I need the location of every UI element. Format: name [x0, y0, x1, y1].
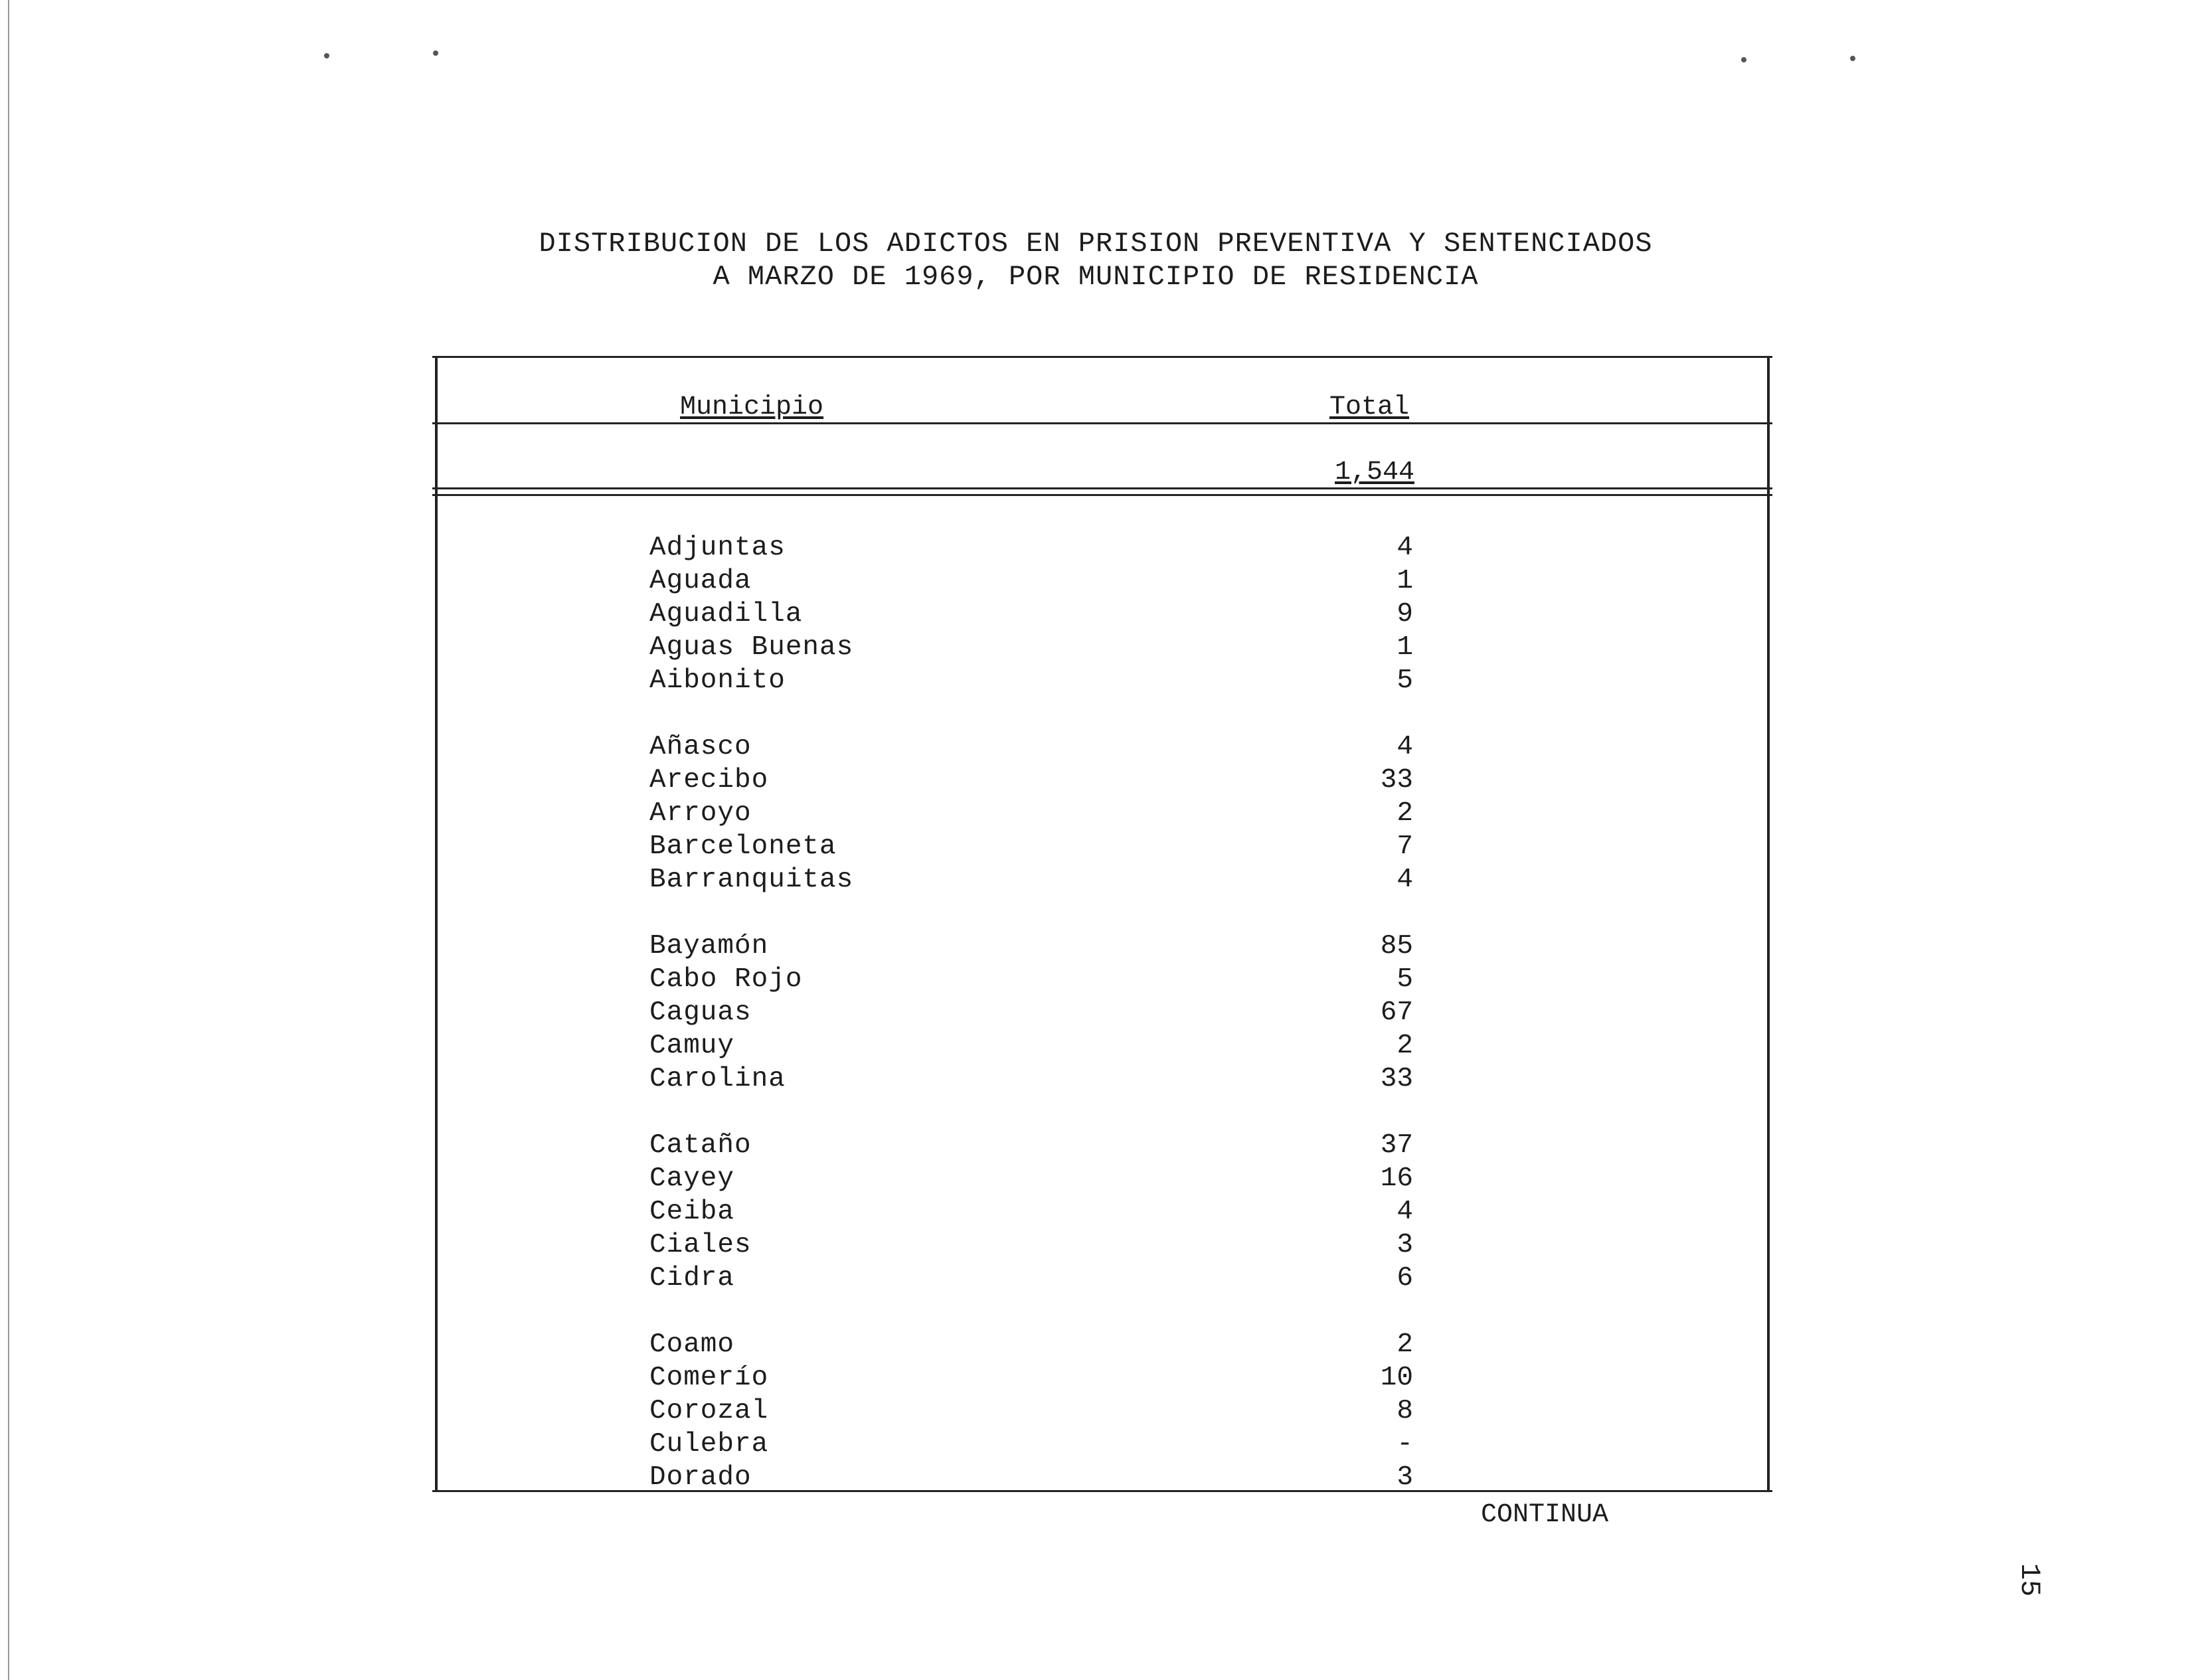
total-cell: 33 — [1380, 1064, 1413, 1094]
municipio-cell: Añasco — [649, 732, 752, 762]
total-cell: 5 — [1397, 665, 1413, 696]
total-cell: 9 — [1397, 599, 1413, 630]
table-row — [649, 1062, 1413, 1096]
municipio-cell: Aguadilla — [649, 599, 803, 630]
municipio-cell: Aguada — [649, 566, 752, 596]
punch-mark — [1850, 56, 1855, 61]
total-cell: 16 — [1380, 1163, 1413, 1194]
table-top-rule — [432, 356, 1772, 358]
municipio-cell: Aguas Buenas — [649, 632, 854, 663]
table-row — [649, 531, 1413, 564]
table-row — [649, 1129, 1413, 1162]
table-row — [649, 764, 1413, 797]
table-row — [649, 996, 1413, 1029]
municipio-cell: Arroyo — [649, 798, 752, 829]
total-cell: 67 — [1380, 997, 1413, 1028]
table-row — [649, 930, 1413, 963]
municipio-cell: Bayamón — [649, 931, 769, 962]
punch-mark — [324, 53, 329, 58]
municipio-cell: Dorado — [649, 1462, 752, 1493]
document-title — [0, 227, 2191, 294]
table-row — [649, 1461, 1413, 1494]
municipio-cell: Cayey — [649, 1163, 735, 1194]
total-cell: 2 — [1397, 1329, 1413, 1360]
total-cell: 5 — [1397, 964, 1413, 995]
continue-label: CONTINUA — [1481, 1500, 1609, 1530]
total-cell: 4 — [1397, 732, 1413, 762]
municipio-cell: Coamo — [649, 1329, 735, 1360]
table-body — [649, 531, 1413, 1494]
total-cell: 2 — [1397, 1031, 1413, 1061]
table-row — [649, 1228, 1413, 1262]
table-row — [649, 1361, 1413, 1394]
municipio-cell: Aibonito — [649, 665, 786, 696]
table-row — [649, 730, 1413, 764]
municipio-cell: Cataño — [649, 1130, 752, 1161]
punch-mark — [433, 50, 438, 56]
total-cell: - — [1397, 1429, 1413, 1460]
table-row — [649, 863, 1413, 896]
table-row — [649, 830, 1413, 863]
municipio-cell: Cabo Rojo — [649, 964, 803, 995]
grand-total: 1,544 — [1334, 458, 1414, 487]
table-row — [649, 1029, 1413, 1062]
total-cell: 10 — [1380, 1363, 1413, 1393]
municipio-cell: Arecibo — [649, 765, 769, 796]
table-row — [649, 797, 1413, 830]
title-line-2: A MARZO DE 1969, POR MUNICIPIO DE RESIDENCIA — [713, 261, 1479, 293]
table-row — [649, 1262, 1413, 1295]
table-row — [649, 1328, 1413, 1361]
municipio-cell: Comerío — [649, 1363, 769, 1393]
total-cell: 6 — [1397, 1263, 1413, 1294]
total-cell: 4 — [1397, 865, 1413, 895]
total-cell: 4 — [1397, 533, 1413, 563]
municipio-cell: Culebra — [649, 1429, 769, 1460]
total-rule-lower — [432, 494, 1772, 496]
total-cell: 8 — [1397, 1396, 1413, 1426]
header-rule — [432, 422, 1772, 424]
total-cell: 33 — [1380, 765, 1413, 796]
table-row — [649, 1428, 1413, 1461]
punch-mark — [1741, 57, 1746, 62]
municipio-cell: Barceloneta — [649, 831, 837, 862]
table-row — [649, 1162, 1413, 1195]
municipio-cell: Carolina — [649, 1064, 786, 1094]
municipio-cell: Barranquitas — [649, 865, 854, 895]
total-cell: 85 — [1380, 931, 1413, 962]
table-row — [649, 564, 1413, 598]
municipio-cell: Camuy — [649, 1031, 735, 1061]
municipio-cell: Ceiba — [649, 1197, 735, 1227]
total-cell: 37 — [1380, 1130, 1413, 1161]
header-total: Total — [1329, 392, 1410, 422]
total-rule-upper — [432, 487, 1772, 489]
municipio-cell: Adjuntas — [649, 533, 786, 563]
total-cell: 3 — [1397, 1230, 1413, 1260]
total-cell: 3 — [1397, 1462, 1413, 1493]
title-line-1: DISTRIBUCION DE LOS ADICTOS EN PRISION PREVENTIVA Y SENTENCIADOS — [539, 228, 1653, 260]
total-cell: 1 — [1397, 566, 1413, 596]
municipio-cell: Corozal — [649, 1396, 769, 1426]
page-number: 15 — [2013, 1563, 2045, 1597]
table-row — [649, 631, 1413, 664]
municipio-cell: Ciales — [649, 1230, 752, 1260]
table-row — [649, 664, 1413, 697]
municipio-cell: Caguas — [649, 997, 752, 1028]
header-municipio: Municipio — [680, 392, 824, 422]
total-cell: 1 — [1397, 632, 1413, 663]
municipio-cell: Cidra — [649, 1263, 735, 1294]
table-row — [649, 598, 1413, 631]
table-row — [649, 963, 1413, 996]
total-cell: 2 — [1397, 798, 1413, 829]
total-cell: 7 — [1397, 831, 1413, 862]
table-row — [649, 1195, 1413, 1228]
total-cell: 4 — [1397, 1197, 1413, 1227]
table-row — [649, 1394, 1413, 1428]
